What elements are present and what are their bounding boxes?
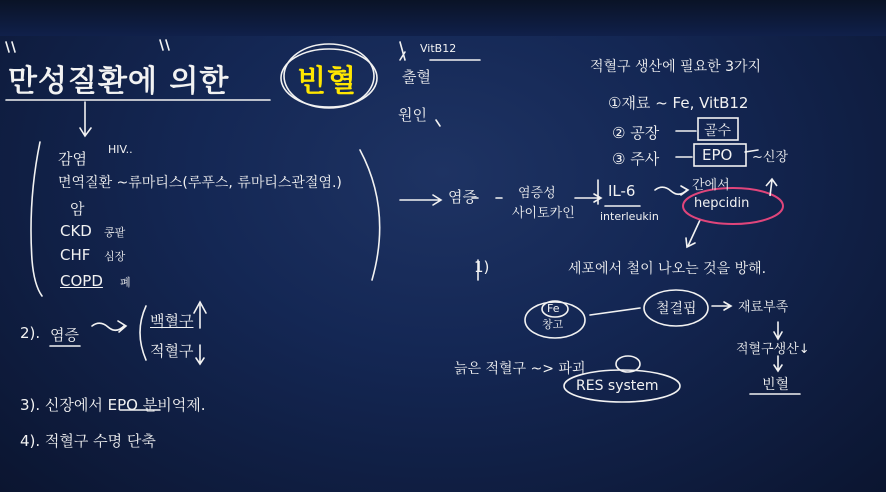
arrow-to-production: [774, 322, 782, 339]
chain-interleukin: interleukin: [600, 210, 659, 223]
wbc-up-arrow: [194, 302, 206, 328]
right-item-3-src: ~신장: [752, 150, 789, 165]
right-item-3-box: EPO: [702, 146, 733, 164]
right-item-2: ② 공장: [612, 124, 660, 142]
title-quote-marks: [6, 40, 169, 52]
right-old-rbc: 늙은 적혈구 ~> 파괴: [454, 361, 586, 377]
chain-cytokine-1: 염증성: [518, 186, 556, 201]
hepcidin-down-arrow: [686, 220, 700, 247]
right-block-sentence: 세포에서 철이 나오는 것을 방해.: [568, 261, 767, 277]
point-2-wbc: 백혈구: [150, 312, 194, 330]
right-iron-deficiency: 철결핍: [656, 301, 697, 317]
note-bleed: 출혈: [402, 68, 431, 86]
right-anemia: 빈혈: [762, 377, 790, 393]
page-title: 만성질환에 의한: [8, 64, 230, 99]
item-cancer: 암: [70, 200, 85, 218]
point-2-inflam: 염증: [50, 326, 79, 344]
right-res-system: RES system: [576, 378, 659, 394]
arrow-to-lack: [712, 302, 731, 310]
item-copd: COPD: [60, 272, 103, 290]
chain-hepcidin: hepcidin: [694, 196, 750, 211]
right-material-lack: 재료부족: [738, 300, 789, 315]
right-item-2-box: 골수: [704, 123, 732, 139]
rbc-down-arrow: [196, 345, 204, 364]
small-bracket-2: [140, 306, 146, 360]
right-heading: 적혈구 생산에 필요한 3가지: [590, 59, 762, 75]
item-ckd-note: 콩팥: [104, 226, 126, 239]
right-rbc-production: 적혈구생산↓: [736, 342, 810, 357]
right-item-1: ①재료 ~ Fe, VitB12: [608, 94, 749, 112]
point-2-rbc: 적혈구: [150, 342, 194, 360]
chain-cytokine-2: 사이토카인: [512, 206, 575, 221]
right-fe: Fe: [547, 302, 560, 315]
chain-il6: IL-6: [608, 182, 636, 200]
wave-arrow-liver: [655, 186, 688, 195]
item-ckd: CKD: [60, 222, 92, 240]
arrow-to-inflam: [400, 195, 441, 205]
item-copd-note: 폐: [120, 276, 131, 289]
item-chf-note: 심장: [104, 250, 126, 263]
chain-liver: 간에서: [692, 178, 730, 193]
right-item-3: ③ 주사: [612, 150, 660, 168]
right-point-1: 1): [474, 258, 490, 276]
arrow-to-il6: [575, 194, 601, 202]
chain-inflam: 염증: [448, 188, 477, 206]
down-arrow: [80, 102, 91, 136]
point-3: 3). 신장에서 EPO 분비억제.: [20, 396, 206, 414]
note-vitb12: VitB12: [420, 42, 457, 55]
title-highlight: 빈혈: [297, 64, 357, 99]
note-cause: 원인: [398, 106, 427, 124]
arrow-to-anemia: [774, 356, 782, 371]
point-2-label: 2).: [20, 324, 41, 342]
point-4: 4). 적혈구 수명 단축: [20, 432, 156, 450]
item-autoimmune: 면역질환 ~류마티스(루푸스, 류마티스관절염.): [58, 175, 342, 191]
right-bracket: [360, 150, 380, 280]
tiny-down-arrow: [400, 42, 405, 60]
item-infection: 감염: [58, 150, 87, 168]
item-infection-note: HIV..: [108, 143, 133, 156]
left-bracket: [31, 142, 42, 296]
item-chf: CHF: [60, 246, 91, 264]
right-store: 창고: [542, 318, 564, 331]
wave-arrow-2: [92, 321, 126, 332]
